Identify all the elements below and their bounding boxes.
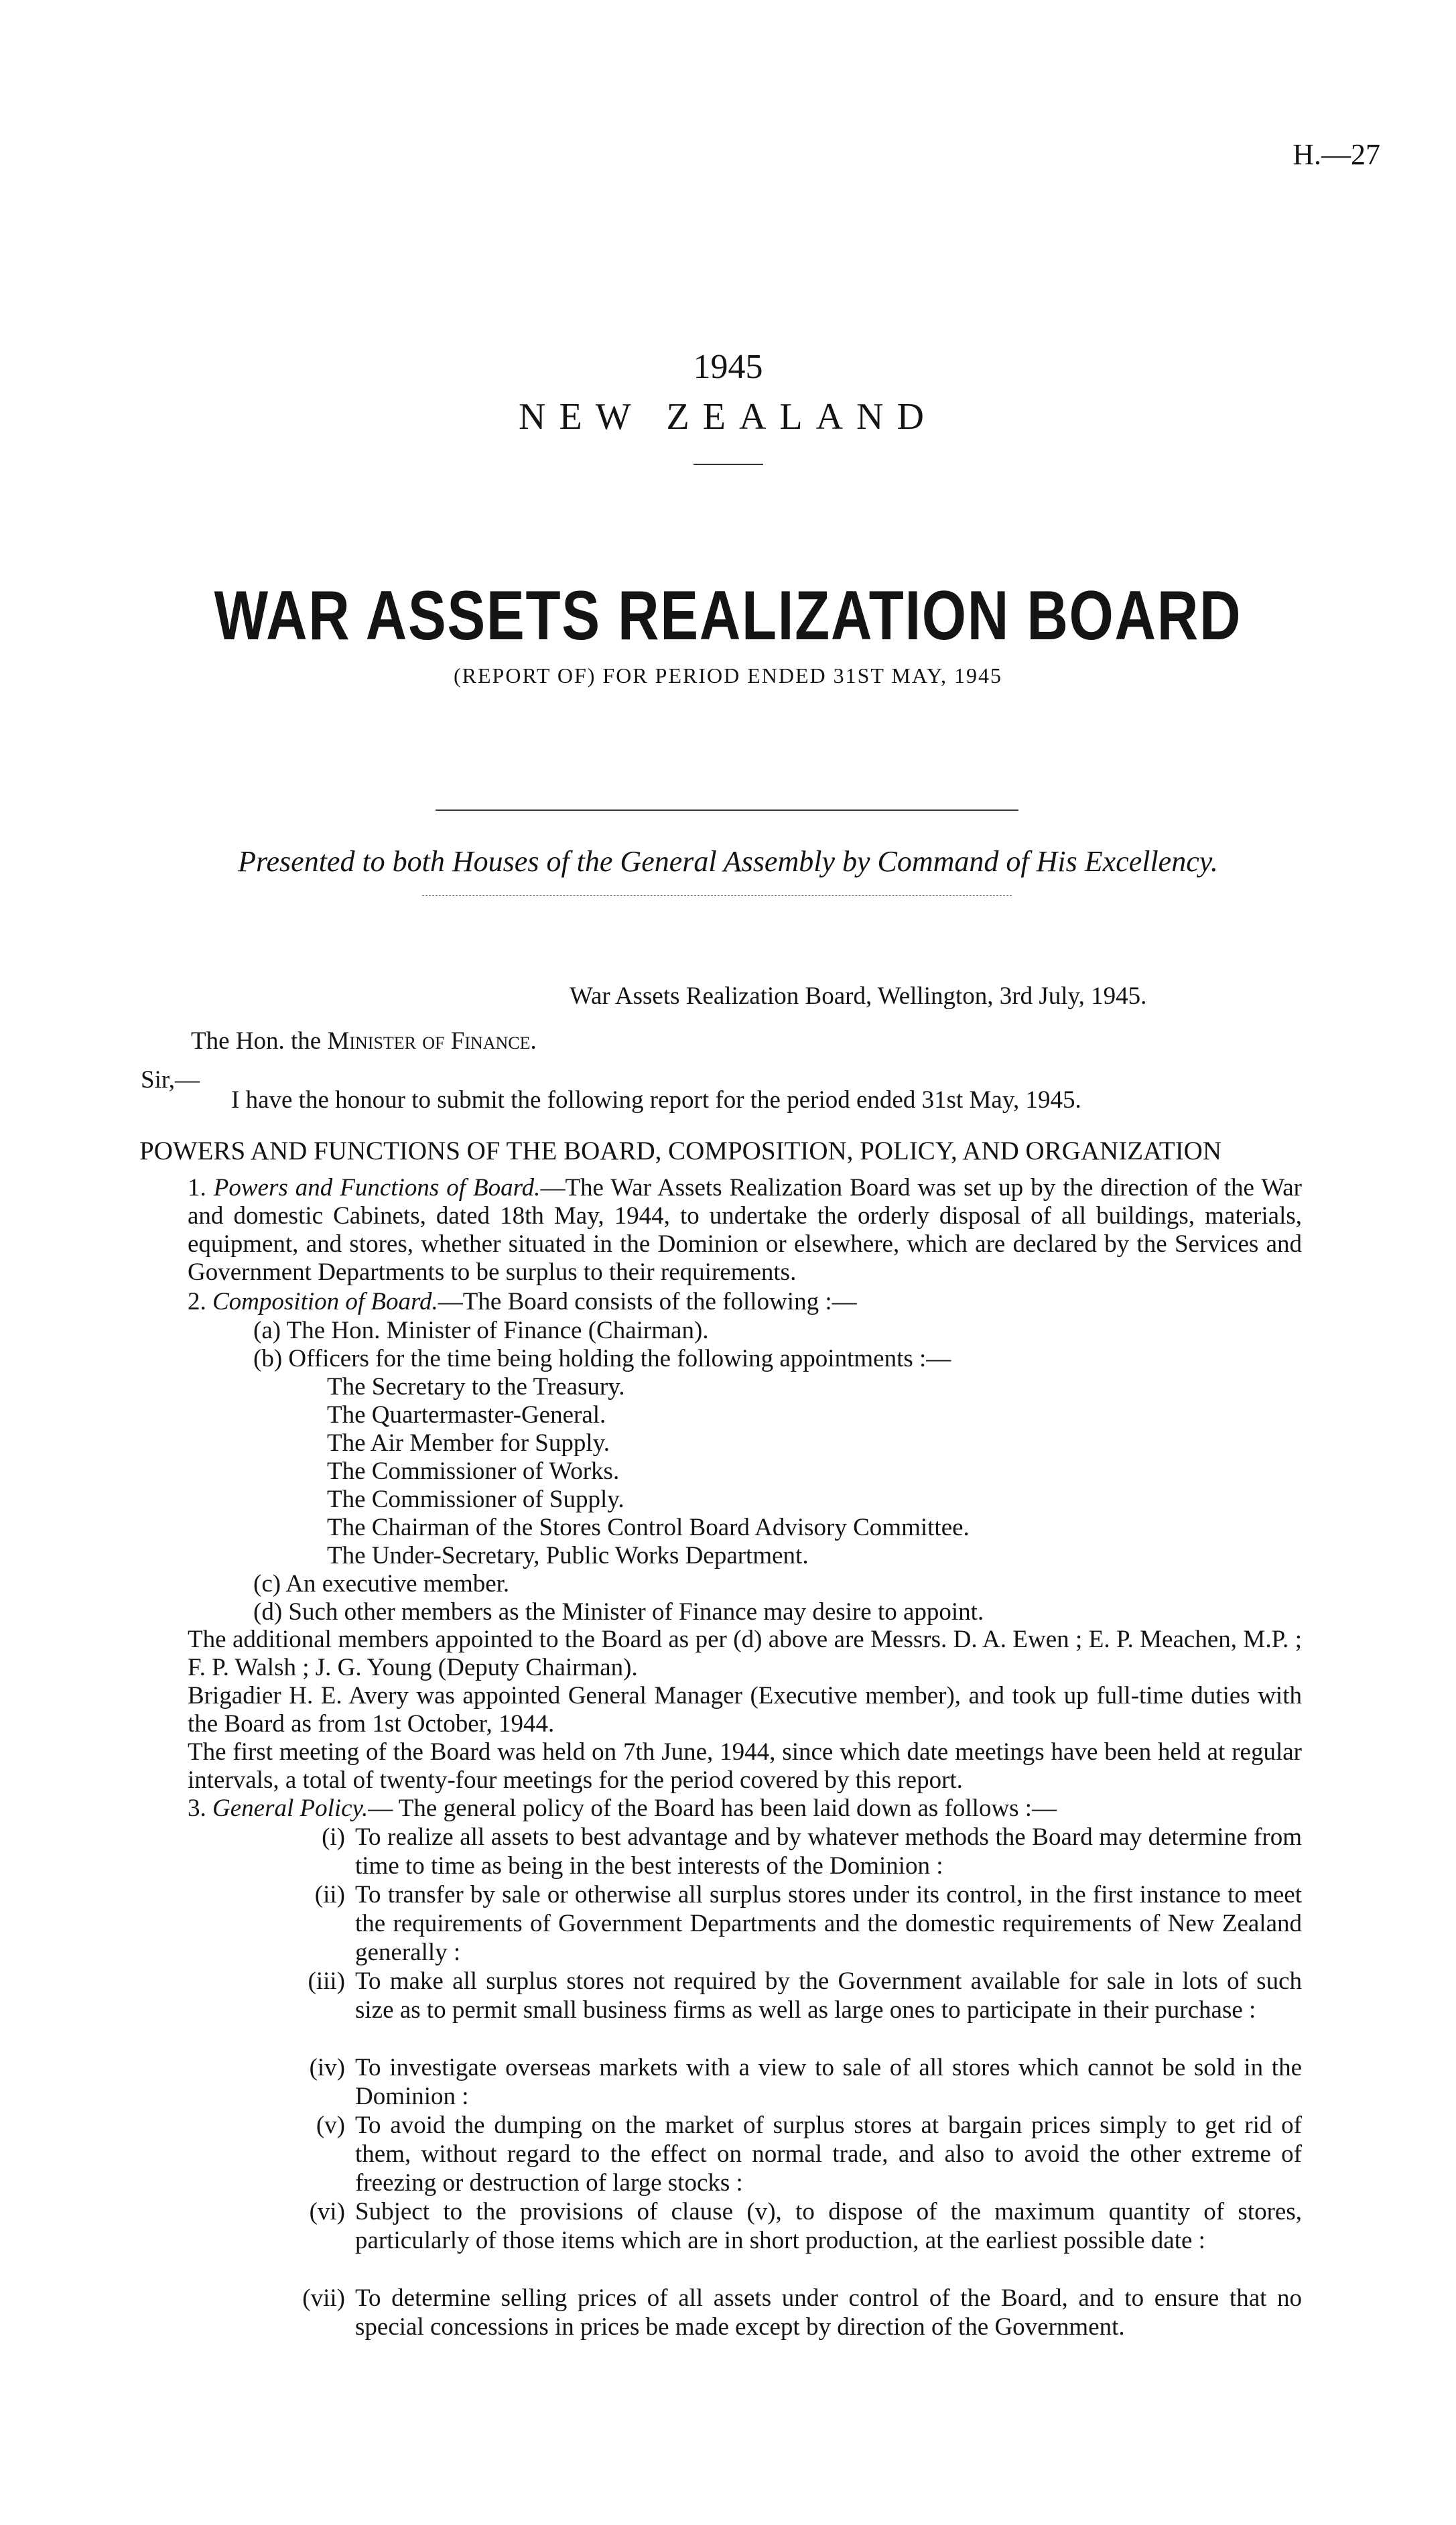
para-heading: Composition of Board. (212, 1288, 438, 1315)
policy-number: (i) (322, 1823, 345, 1851)
paragraph-powers (139, 1174, 1302, 1287)
policy-text: To avoid the dumping on the market of surplus stores at bargain prices simply to get rid of them, without regard to the effect on normal trade, and also to avoid the other extreme of freezing or destruction of large stocks : (355, 2112, 1302, 2197)
policy-text: To investigate overseas markets with a view to sale of all stores which cannot be sold in the Dominion : (355, 2054, 1302, 2110)
officer-list-item: The Secretary to the Treasury. (327, 1373, 625, 1401)
para-number: 1. (188, 1174, 206, 1202)
presentation-statement: Presented to both Houses of the General Assembly by Command of His Excellency. (238, 845, 1218, 878)
composition-item-a: (a) The Hon. Minister of Finance (Chairman). (253, 1317, 709, 1344)
document-subtitle: (REPORT OF) FOR PERIOD ENDED 31ST MAY, 1945 (453, 663, 1002, 688)
officer-list-item: The Chairman of the Stores Control Board Advisory Committee. (327, 1514, 970, 1541)
policy-number: (ii) (314, 1881, 345, 1908)
letter-addressee (191, 1027, 537, 1055)
divider (422, 895, 1012, 896)
policy-text: To realize all assets to best advantage and by whatever methods the Board may determine from time to time as being in the best interests of the Dominion : (355, 1823, 1302, 1880)
policy-text: To determine selling prices of all assets under control of the Board, and to ensure that no special concessions in prices be made except by direction of the Government. (355, 2284, 1302, 2341)
officer-list-item: The Commissioner of Works. (327, 1458, 620, 1485)
composition-item-c: (c) An executive member. (253, 1570, 510, 1598)
policy-item (255, 1880, 1302, 1967)
para-text: —The War Assets Realization Board was set up by the direction of the War and domestic Cabinets, dated 18th May, 1944, to undertake the orderly disposal of all buildings, materials, equipment, and stores, whether situated in the Dominion or elsewhere, which are declared by the Services and Government Departments to be surplus to their requirements. (188, 1174, 1302, 1286)
letter-body: I have the honour to submit the following report for the period ended 31st May, 1945. (231, 1086, 1081, 1114)
policy-number: (v) (316, 2112, 345, 2139)
officer-list-item: The Air Member for Supply. (327, 1429, 610, 1457)
composition-item-b: (b) Officers for the time being holding the following appointments :— (253, 1345, 951, 1372)
country-heading: NEW ZEALAND (519, 396, 937, 438)
officer-list-item: The Under-Secretary, Public Works Department. (327, 1542, 809, 1569)
composition-item-d: (d) Such other members as the Minister of Finance may desire to appoint. (253, 1598, 984, 1626)
report-year: 1945 (693, 348, 763, 386)
page-reference: H.—27 (1293, 138, 1380, 171)
section-heading: POWERS AND FUNCTIONS OF THE BOARD, COMPOSITION, POLICY, AND ORGANIZATION (139, 1137, 1222, 1165)
para-heading: Powers and Functions of Board. (213, 1174, 541, 1202)
para-heading: General Policy. (212, 1795, 369, 1822)
policy-number: (iii) (308, 1967, 345, 1995)
members-text: The additional members appointed to the Board as per (d) above are Messrs. D. A. Ewen ; E. P. Meachen, M.P. ; F. P. Walsh ; J. G. Young (Deputy Chairman). (188, 1626, 1302, 1681)
officer-list-item: The Commissioner of Supply. (327, 1486, 624, 1513)
addressee-prefix: The Hon. the (191, 1027, 322, 1055)
paragraph-members (139, 1626, 1302, 1682)
officer-list-item: The Quartermaster-General. (327, 1401, 606, 1429)
policy-number: (vi) (309, 2198, 345, 2225)
policy-text: To make all surplus stores not required by the Government available for sale in lots of such size as to permit small business firms as well as large ones to participate in their purchase : (355, 1967, 1302, 2024)
policy-text: To transfer by sale or otherwise all surplus stores under its control, in the first instance to meet the requirements of Government Departments and the domestic requirements of New Zealand generally : (355, 1881, 1302, 1966)
policy-text: Subject to the provisions of clause (v), to dispose of the maximum quantity of stores, particularly of those items which are in short production, at the earliest possible date : (355, 2198, 1302, 2254)
addressee-title: Minister of Finance. (327, 1027, 537, 1055)
policy-item (255, 1823, 1302, 1880)
policy-item (255, 1967, 1302, 2024)
letter-salutation: Sir,— (141, 1066, 200, 1094)
policy-item (255, 2053, 1302, 2111)
meetings-text: The first meeting of the Board was held on 7th June, 1944, since which date meetings have been held at regular intervals, a total of twenty-four meetings for the period covered by this report. (188, 1738, 1302, 1794)
para-number: 3. (188, 1795, 206, 1822)
policy-item (255, 2197, 1302, 2255)
para-text: — The general policy of the Board has been laid down as follows :— (368, 1795, 1057, 1822)
paragraph-meetings (139, 1738, 1302, 1795)
policy-number: (vii) (302, 2284, 345, 2312)
divider (436, 810, 1018, 811)
manager-text: Brigadier H. E. Avery was appointed General Manager (Executive member), and took up full-time duties with the Board as from 1st October, 1944. (188, 1682, 1302, 1738)
divider (693, 464, 763, 465)
paragraph-manager (139, 1682, 1302, 1738)
policy-item (255, 2284, 1302, 2341)
para-number: 2. (188, 1288, 206, 1315)
paragraph-policy (139, 1795, 1302, 1823)
paragraph-composition (139, 1288, 1302, 1316)
policy-number: (iv) (309, 2054, 345, 2081)
policy-item (255, 2111, 1302, 2197)
para-text: —The Board consists of the following :— (438, 1288, 857, 1315)
document-title: WAR ASSETS REALIZATION BOARD (214, 577, 1242, 655)
letter-dateline: War Assets Realization Board, Wellington, 3rd July, 1945. (570, 982, 1147, 1010)
